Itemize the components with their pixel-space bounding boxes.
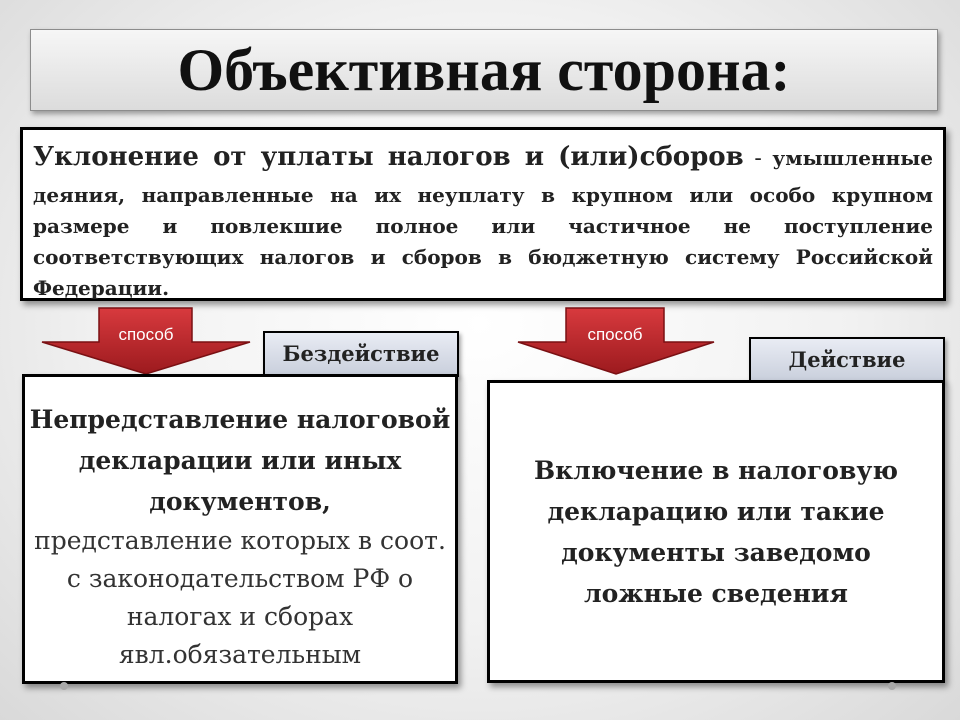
inaction-card	[22, 374, 458, 684]
slide-title: Объективная сторона:	[30, 29, 938, 111]
definition-text: умышленные деяния, направленные на их неуплату в крупном или особо крупном размере и повлекшие полное или частичное не поступление соответствующих налогов и сборов в бюджетную систему Российской Федерации.	[33, 146, 934, 300]
decor-dot-right	[888, 682, 896, 690]
action-main-text: Включение в налоговую декларацию или такие документы заведомо ложные сведения	[534, 455, 898, 608]
right-method-label: способ	[587, 325, 643, 344]
inaction-sub-text: представление которых в соот. с законодательством РФ о налогах и сборах явл.обязательным	[34, 526, 446, 669]
decor-dot-left	[60, 682, 68, 690]
tab-inaction: Бездействие	[263, 331, 459, 377]
definition-dash: -	[754, 146, 762, 171]
left-method-label: способ	[118, 325, 174, 344]
definition-box	[20, 127, 946, 301]
tab-action: Действие	[749, 337, 945, 383]
inaction-main-text: Непредставление налоговой декларации или иных документов,	[29, 405, 451, 516]
action-card	[487, 380, 945, 683]
definition-term: Уклонение от уплаты налогов и (или)сборов	[33, 142, 744, 172]
